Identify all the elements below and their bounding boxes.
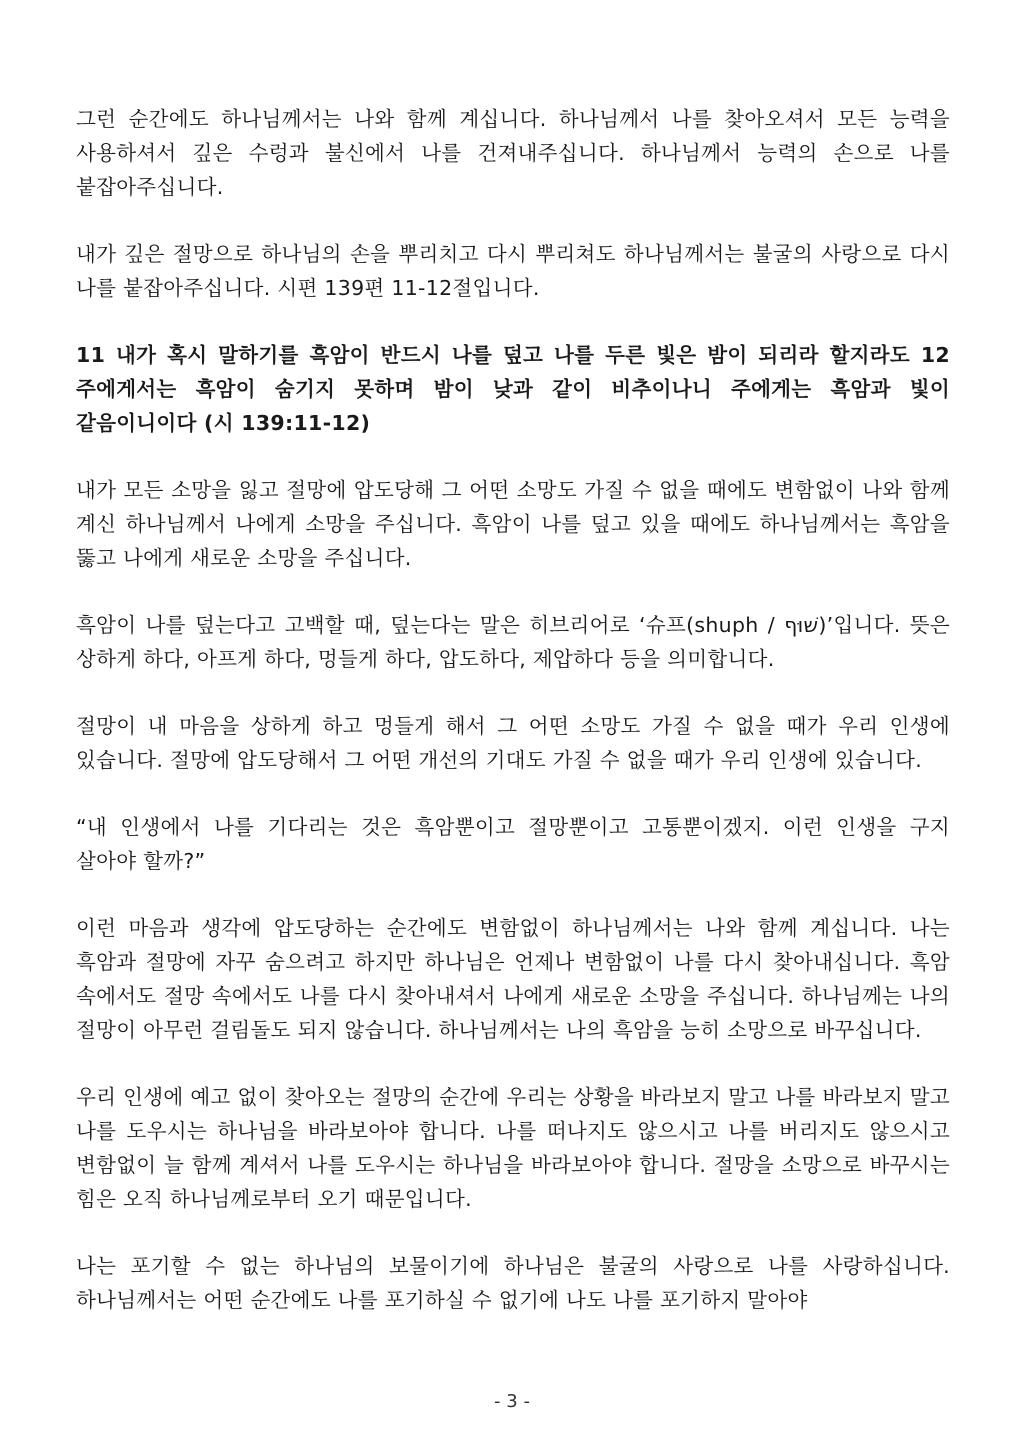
scripture-quote: 11 내가 혹시 말하기를 흑암이 반드시 나를 덮고 나를 두른 빛은 밤이 되리라 할지라도 12 주에게서는 흑암이 숨기지 못하며 밤이 낮과 같이 비추이나니 주에게는 흑암과 빛이 같음이니이다 (시 139:11-12): [76, 343, 950, 435]
paragraph-2: 내가 깊은 절망으로 하나님의 손을 뿌리치고 다시 뿌리쳐도 하나님께서는 불굴의 사랑으로 다시 나를 붙잡아주십니다. 시편 139편 11-12절입니다.: [76, 242, 950, 300]
document-body: [76, 102, 950, 1350]
paragraph-4: 내가 모든 소망을 잃고 절망에 압도당해 그 어떤 소망도 가질 수 없을 때에도 변함없이 나와 함께 계신 하나님께서 나에게 소망을 주십니다. 흑암이 나를 덮고 있을 때에도 하나님께서는 흑암을 뚫고 나에게 새로운 소망을 주십니다.: [76, 478, 950, 570]
paragraph-10: 나는 포기할 수 없는 하나님의 보물이기에 하나님은 불굴의 사랑으로 나를 사랑하십니다. 하나님께서는 어떤 순간에도 나를 포기하실 수 없기에 나도 나를 포기하지 말아야: [76, 1254, 950, 1312]
paragraph-1: 그런 순간에도 하나님께서는 나와 함께 계십니다. 하나님께서 나를 찾아오셔서 모든 능력을 사용하셔서 깊은 수렁과 불신에서 나를 건져내주십니다. 하나님께서 능력의 손으로 나를 붙잡아주십니다.: [76, 107, 950, 199]
paragraph-7: “내 인생에서 나를 기다리는 것은 흑암뿐이고 절망뿐이고 고통뿐이겠지. 이런 인생을 구지 살아야 할까?”: [76, 815, 950, 873]
page-number: - 3 -: [494, 1391, 530, 1412]
paragraph-8: 이런 마음과 생각에 압도당하는 순간에도 변함없이 하나님께서는 나와 함께 계십니다. 나는 흑암과 절망에 자꾸 숨으려고 하지만 하나님은 언제나 변함없이 나를 다시 찾아내십니다. 흑암 속에서도 절망 속에서도 나를 다시 찾아내셔서 나에게 새로운 소망을 주십니다. 하나님께는 나의 절망이 아무런 걸림돌도 되지 않습니다. 하나님께서는 나의 흑암을 능히 소망으로 바꾸십니다.: [76, 916, 950, 1042]
paragraph-9: 우리 인생에 예고 없이 찾아오는 절망의 순간에 우리는 상황을 바라보지 말고 나를 바라보지 말고 나를 도우시는 하나님을 바라보아야 합니다. 나를 떠나지도 않으시고 나를 버리지도 않으시고 변함없이 늘 함께 계셔서 나를 도우시는 하나님을 바라보아야 합니다. 절망을 소망으로 바꾸시는 힘은 오직 하나님께로부터 오기 때문입니다.: [76, 1085, 950, 1211]
paragraph-6: 절망이 내 마음을 상하게 하고 멍들게 해서 그 어떤 소망도 가질 수 없을 때가 우리 인생에 있습니다. 절망에 압도당해서 그 어떤 개선의 기대도 가질 수 없을 때가 우리 인생에 있습니다.: [76, 714, 950, 772]
paragraph-5: 흑암이 나를 덮는다고 고백할 때, 덮는다는 말은 히브리어로 ‘슈프(shuph / שׁוּף)’입니다. 뜻은 상하게 하다, 아프게 하다, 멍들게 하다, 압도하다, 제압하다 등을 의미합니다.: [76, 613, 950, 671]
